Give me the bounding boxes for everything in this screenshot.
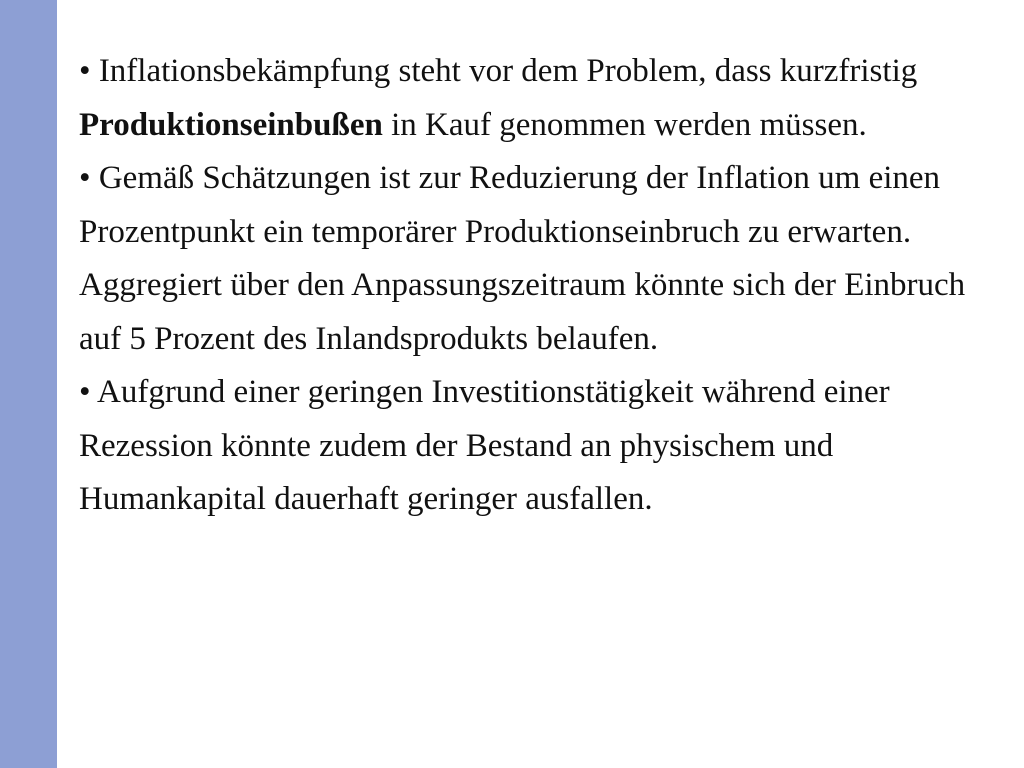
bullet-1-text-end: in Kauf genommen werden müssen. xyxy=(382,106,867,143)
bullet-marker: • xyxy=(79,160,91,196)
bullet-item-2 xyxy=(79,152,979,366)
bullet-marker: • xyxy=(79,374,91,410)
bullet-2-text: Gemäß Schätzungen ist zur Reduzierung der Inflation um einen Prozentpunkt ein temporärer Produktionseinbruch zu erwarten. Aggregiert über den Anpassungszeitraum könnte sich der Einbruch auf 5 Prozent des Inlandsprodukts belaufen. xyxy=(79,160,966,357)
bullet-item-1 xyxy=(79,45,979,152)
slide-content xyxy=(79,45,979,527)
left-accent-bar xyxy=(0,0,57,768)
bullet-marker: • xyxy=(79,53,91,89)
bullet-1-emphasis: Produktionseinbußen xyxy=(79,106,383,143)
bullet-item-3 xyxy=(79,366,979,527)
bullet-1-text-start: Inflationsbekämpfung steht vor dem Problem, dass kurzfristig xyxy=(98,53,918,89)
bullet-3-text: Aufgrund einer geringen Investitionstätigkeit während einer Rezession könnte zudem der Bestand an physischem und Humankapital dauerhaft geringer ausfallen. xyxy=(79,374,890,517)
